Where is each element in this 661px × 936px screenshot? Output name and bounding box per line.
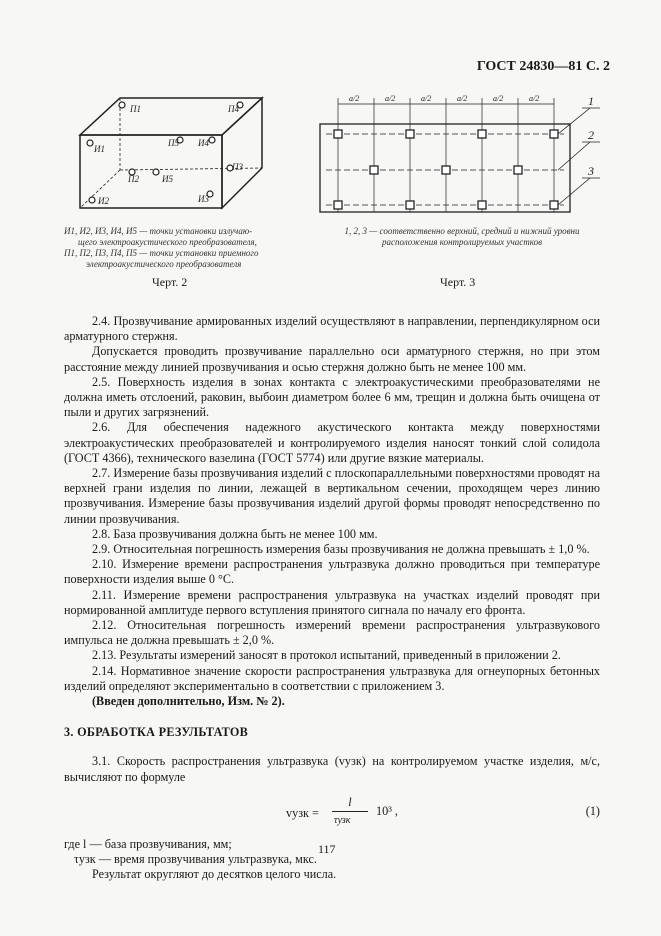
formula-multiplier: 10³ , (376, 803, 398, 818)
paragraph: 2.11. Измерение времени распространения ультразвука на участках изделий проводят при нормированной амплитуде первого вступления принятого сигнала по началу его фронта. (64, 587, 600, 617)
figure-2-caption: И1, И2, И3, И4, И5 — точки установки излучаю- щего электроакустического преобразователя, П1, П2, П3, П4, П5 — точки установки приемного электроакустического преобразователя (64, 226, 259, 269)
paragraph: 2.8. База прозвучивания должна быть не менее 100 мм. (92, 526, 378, 541)
paragraph: Допускается проводить прозвучивание параллельно оси арматурного стержня, но при этом расстояние между линией прозвучивания и осью стержня должно быть не менее 100 мм. (64, 344, 600, 374)
fig2-label-i4: И4 (198, 138, 209, 148)
fig2-label-p5: П5 (168, 138, 179, 148)
section-title: 3. ОБРАБОТКА РЕЗУЛЬТАТОВ (64, 725, 249, 740)
figure-2-title: Черт. 2 (152, 275, 188, 289)
where-line-2: τузк — время прозвучивания ультразвука, мкс. (74, 852, 317, 867)
fig3-label-a6: a/2 (529, 94, 540, 103)
paragraph: (Введен дополнительно, Изм. № 2). (92, 694, 285, 709)
formula-number: (1) (585, 803, 600, 818)
fig2-label-p4: П4 (228, 104, 239, 114)
paragraph-3-1: 3.1. Скорость распространения ультразвука (vузк) на контролируемом участке изделия, м/с, вычисляют по формуле (64, 754, 600, 784)
paragraph: 2.7. Измерение базы прозвучивания изделий с плоскопараллельными поверхностями проводят на верхней грани изделия по линии, лежащей в вертикальном сечении, проходящем через линию прозвучивания. Измерение базы прозвучивания изделий другой формы проводят непосредственно по линии прозвучивания. (64, 466, 600, 526)
figure-2-box-diagram (70, 90, 280, 220)
formula-denominator: τузк (334, 814, 351, 826)
figure-3-caption: 1, 2, 3 — соответственно верхний, средний и нижний уровни расположения контролируемых участков (344, 226, 580, 247)
fig2-label-p1: П1 (130, 104, 141, 114)
fraction-bar (332, 811, 368, 812)
figure-3-title: Черт. 3 (440, 275, 476, 289)
main-text (64, 314, 600, 883)
fig3-level-2: 2 (588, 128, 594, 142)
fig3-level-3: 3 (588, 164, 594, 178)
paragraph: 2.6. Для обеспечения надежного акустического контакта между поверхностями электроакустических преобразователей и контролируемого изделия наносят тонкий слой солидола (ГОСТ 4366), технического вазелина (ГОСТ 5774) или другие вязкие материалы. (64, 420, 600, 465)
paragraph: 2.13. Результаты измерений заносят в протокол испытаний, приведенный в приложении 2. (92, 648, 561, 663)
fig2-label-p2: П2 (128, 174, 139, 184)
paragraph-list (64, 314, 600, 709)
fig2-label-p3: П3 (232, 162, 243, 172)
where-line-1: где l — база прозвучивания, мм; (64, 836, 232, 851)
fig2-label-i1: И1 (94, 144, 105, 154)
final-note: Результат округляют до десятков целого числа. (92, 867, 337, 882)
paragraph: 2.9. Относительная погрешность измерения базы прозвучивания не должна превышать ± 1,0 %. (92, 542, 590, 557)
fig2-label-i3: И3 (198, 194, 209, 204)
page-number: 117 (318, 842, 336, 856)
fig3-level-1: 1 (588, 94, 594, 108)
paragraph: 2.14. Нормативное значение скорости распространения ультразвука для огнеупорных бетонных изделий определяют экспериментально в соответствии с приложением 3. (64, 663, 600, 693)
fig3-label-a4: a/2 (457, 94, 468, 103)
fig3-label-a1: a/2 (349, 94, 360, 103)
formula-lhs: vузк = (286, 805, 319, 820)
formula-numerator: l (348, 794, 352, 809)
fig3-label-a2: a/2 (385, 94, 396, 103)
fig2-label-i5: И5 (162, 174, 173, 184)
page-header: ГОСТ 24830—81 С. 2 (476, 59, 610, 74)
formula-1 (64, 793, 600, 833)
figure-3-grid-diagram (318, 90, 608, 220)
paragraph: 2.4. Прозвучивание армированных изделий осуществляют в направлении, перпендикулярном оси арматурного стержня. (64, 314, 600, 344)
paragraph: 2.10. Измерение времени распространения ультразвука должно проводиться при температуре поверхности изделия выше 0 °С. (64, 557, 600, 587)
paragraph: 2.5. Поверхность изделия в зонах контакта с электроакустическими преобразователями не должна иметь отслоений, раковин, выбоин диаметром более 6 мм, трещин и должна быть очищена от пыли и других загрязнений. (64, 374, 600, 420)
fig3-label-a5: a/2 (493, 94, 504, 103)
paragraph: 2.12. Относительная погрешность измерений времени распространения ультразвукового импульса не должна превышать ± 2,0 %. (64, 618, 600, 648)
fig3-label-a3: a/2 (421, 94, 432, 103)
fig2-label-i2: И2 (98, 196, 109, 206)
